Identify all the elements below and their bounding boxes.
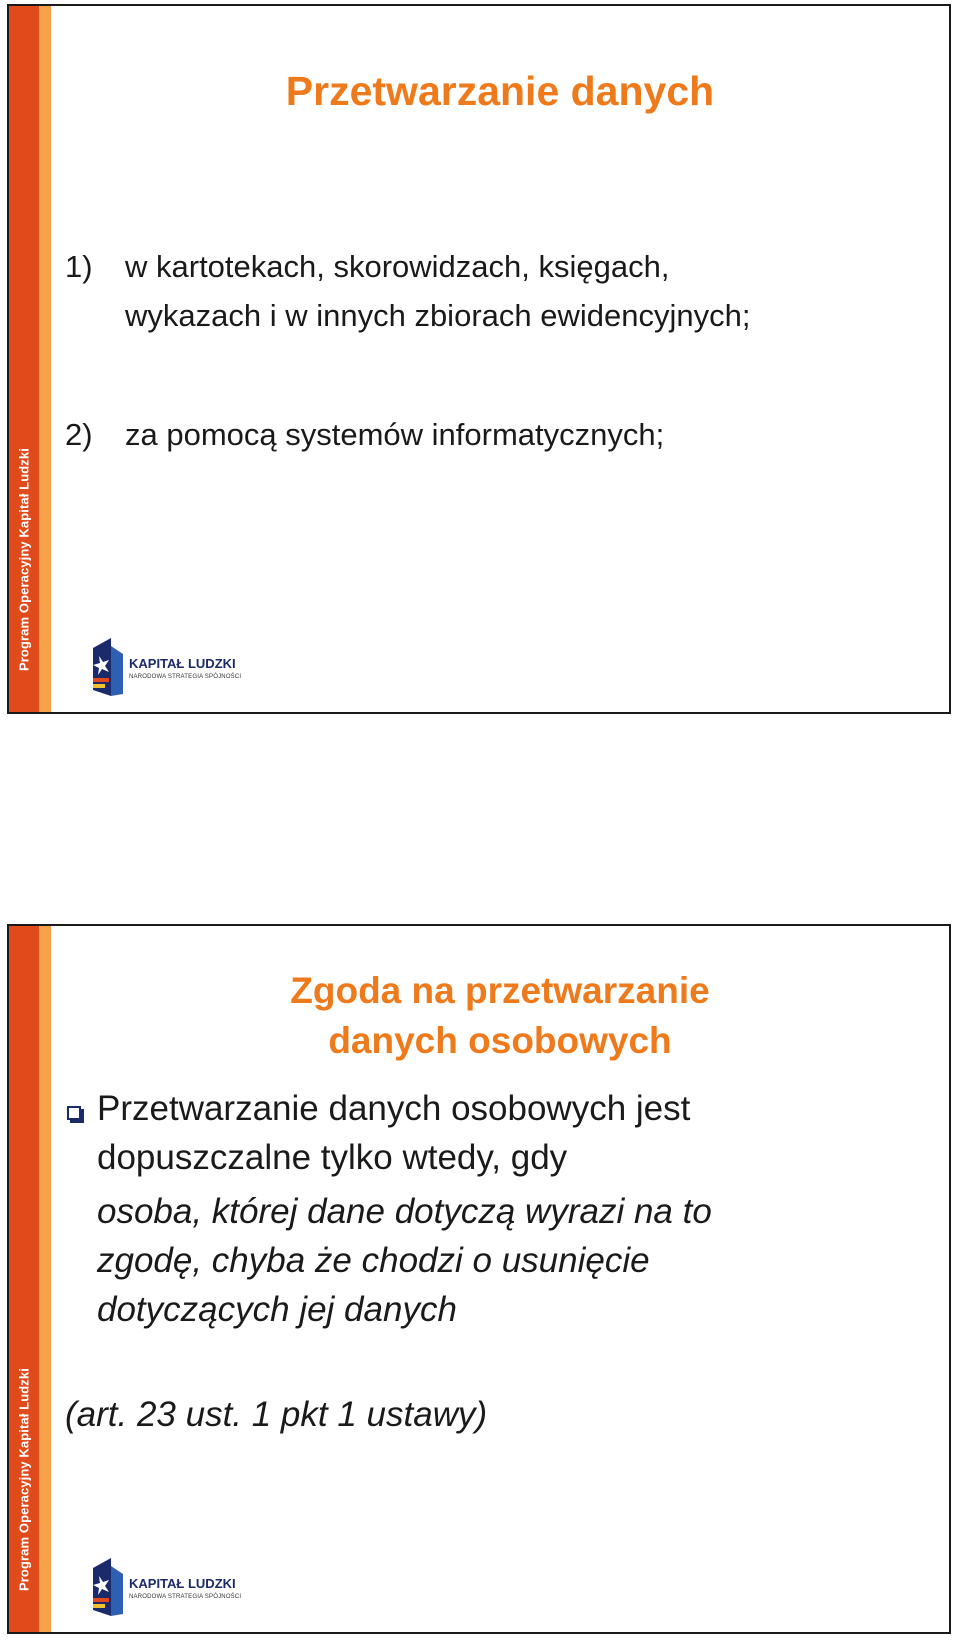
item-text: za pomocą systemów informatycznych; [125,417,665,452]
slide-title [51,966,949,1066]
item-text: wykazach i w innych zbiorach ewidencyjnych; [125,298,751,333]
item-number: 1) [65,249,93,284]
italic-text: dotyczących jej danych [97,1290,457,1329]
logo-subtitle: NARODOWA STRATEGIA SPÓJNOŚCI [129,1594,242,1600]
logo-name: KAPITAŁ LUDZKI [129,656,236,671]
kapital-ludzki-logo [89,638,242,698]
logo-subtitle: NARODOWA STRATEGIA SPÓJNOŚCI [129,674,242,680]
item-number: 2) [65,417,93,452]
italic-text: osoba, której dane dotyczą wyrazi na to [97,1192,712,1231]
title-line: danych osobowych [328,1020,672,1061]
citation: (art. 23 ust. 1 pkt 1 ustawy) [65,1395,488,1434]
logo-name: KAPITAŁ LUDZKI [129,1576,236,1591]
title-line: Zgoda na przetwarzanie [290,970,710,1011]
slide-2 [7,924,951,1634]
side-band [9,6,51,712]
logo-icon [89,638,125,696]
logo-icon [89,1558,125,1616]
bullet-text: dopuszczalne tylko wtedy, gdy [97,1138,568,1177]
band-label: Program Operacyjny Kapitał Ludzki [16,448,32,671]
band-label: Program Operacyjny Kapitał Ludzki [16,1368,32,1591]
slide-title: Przetwarzanie danych [285,68,715,114]
kapital-ludzki-logo [89,1558,242,1618]
item-text: w kartotekach, skorowidzach, księgach, [125,249,670,284]
checkbox-bullet-icon [67,1106,81,1120]
bullet-text: Przetwarzanie danych osobowych jest [97,1089,691,1128]
side-band [9,926,51,1632]
slide-1 [7,4,951,714]
italic-text: zgodę, chyba że chodzi o usunięcie [97,1241,650,1280]
